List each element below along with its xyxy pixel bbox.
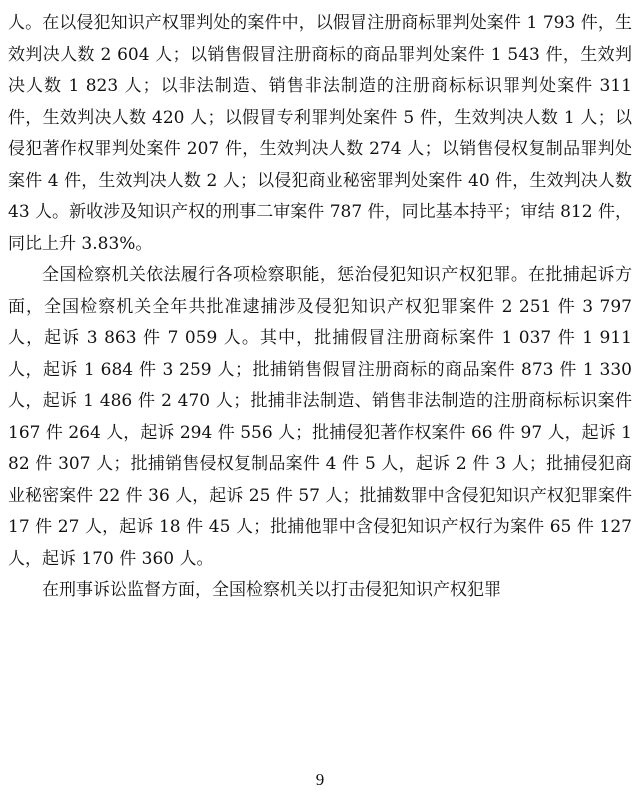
page-number: 9: [315, 770, 325, 789]
paragraph-2: 全国检察机关依法履行各项检察职能，惩治侵犯知识产权犯罪。在批捕起诉方面，全国检察机关全年共批准逮捕涉及侵犯知识产权犯罪案件 2 251 件 3 797 人，起诉 3 863 件 7 059 人。其中，批捕假冒注册商标案件 1 037 件 1 911 人，起诉 1 684 件 3 259 人；批捕销售假冒注册商标的商品案件 873 件 1 330 人，起诉 1 486 件 2 470 人；批捕非法制造、销售非法制造的注册商标标识案件 167 件 264 人，起诉 294 件 556 人；批捕侵犯著作权案件 66 件 97 人，起诉 182 件 307 人；批捕销售侵权复制品案件 4 件 5 人，起诉 2 件 3 人；批捕侵犯商业秘密案件 22 件 36 人，起诉 25 件 57 人；批捕数罪中含侵犯知识产权犯罪案件 17 件 27 人，起诉 18 件 45 人；批捕他罪中含侵犯知识产权行为案件 65 件 127 人，起诉 170 件 360 人。: [8, 265, 632, 569]
document-body: [8, 8, 632, 607]
paragraph-3: 在刑事诉讼监督方面，全国检察机关以打击侵犯知识产权犯罪: [42, 580, 501, 600]
paragraph-1: 人。在以侵犯知识产权罪判处的案件中，以假冒注册商标罪判处案件 1 793 件，生效判决人数 2 604 人；以销售假冒注册商标的商品罪判处案件 1 543 件，生效判决人数 1 823 人；以非法制造、销售非法制造的注册商标标识罪判处案件 311 件，生效判决人数 420 人；以假冒专利罪判处案件 5 件，生效判决人数 1 人；以侵犯著作权罪判处案件 207 件，生效判决人数 274 人；以销售侵权复制品罪判处案件 4 件，生效判决人数 2 人；以侵犯商业秘密罪判处案件 40 件，生效判决人数 43 人。新收涉及知识产权的刑事二审案件 787 件，同比基本持平；审结 812 件，同比上升 3.83%。: [8, 13, 632, 254]
